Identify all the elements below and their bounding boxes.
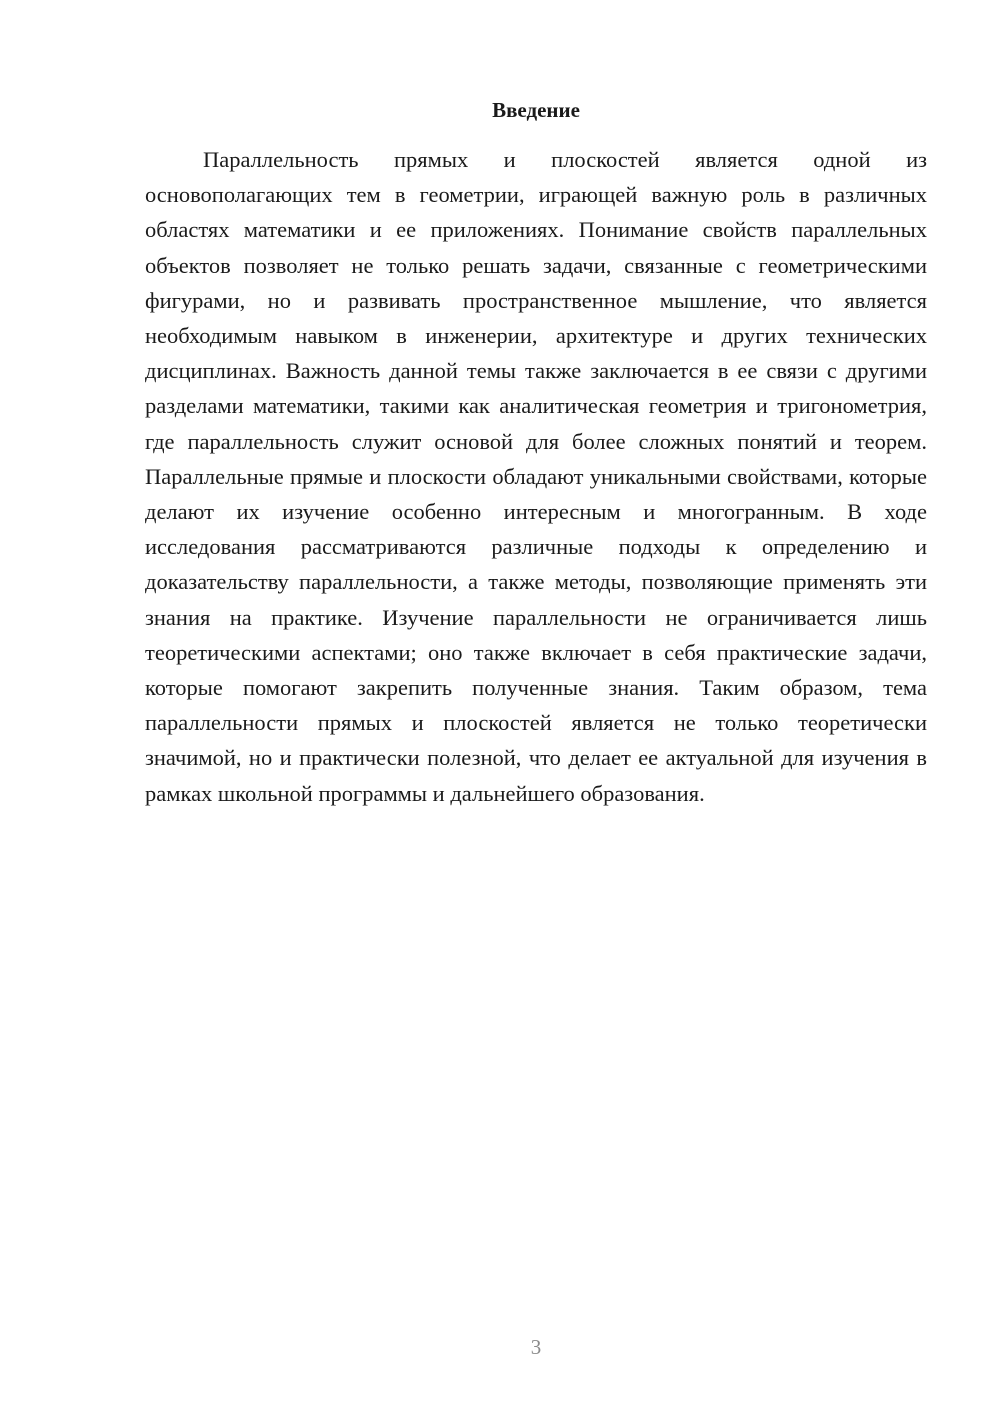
body-paragraph: Параллельность прямых и плоскостей является одной из основополагающих тем в геометрии, играющей важную роль в различных областях математики и ее приложениях. Понимание свойств параллельных объектов позволяет не только решать задачи, связанные с геометрическими фигурами, но и развивать пространственное мышление, что является необходимым навыком в инженерии, архитектуре и других технических дисциплинах. Важность данной темы также заключается в ее связи с другими разделами математики, такими как аналитическая геометрия и тригонометрия, где параллельность служит основой для более сложных понятий и теорем. Параллельные прямые и плоскости обладают уникальными свойствами, которые делают их изучение особенно интересным и многогранным. В ходе исследования рассматриваются различные подходы к определению и доказательству параллельности, а также методы, позволяющие применять эти знания на практике. Изучение параллельности не ограничивается лишь теоретическими аспектами; оно также включает в себя практические задачи, которые помогают закрепить полученные знания. Таким образом, тема параллельности прямых и плоскостей является не только теоретически значимой, но и практически полезной, что делает ее актуальной для изучения в рамках школьной программы и дальнейшего образования. <box>145 147 927 806</box>
section-title: Введение <box>492 98 580 122</box>
page-number: 3 <box>530 1335 542 1359</box>
